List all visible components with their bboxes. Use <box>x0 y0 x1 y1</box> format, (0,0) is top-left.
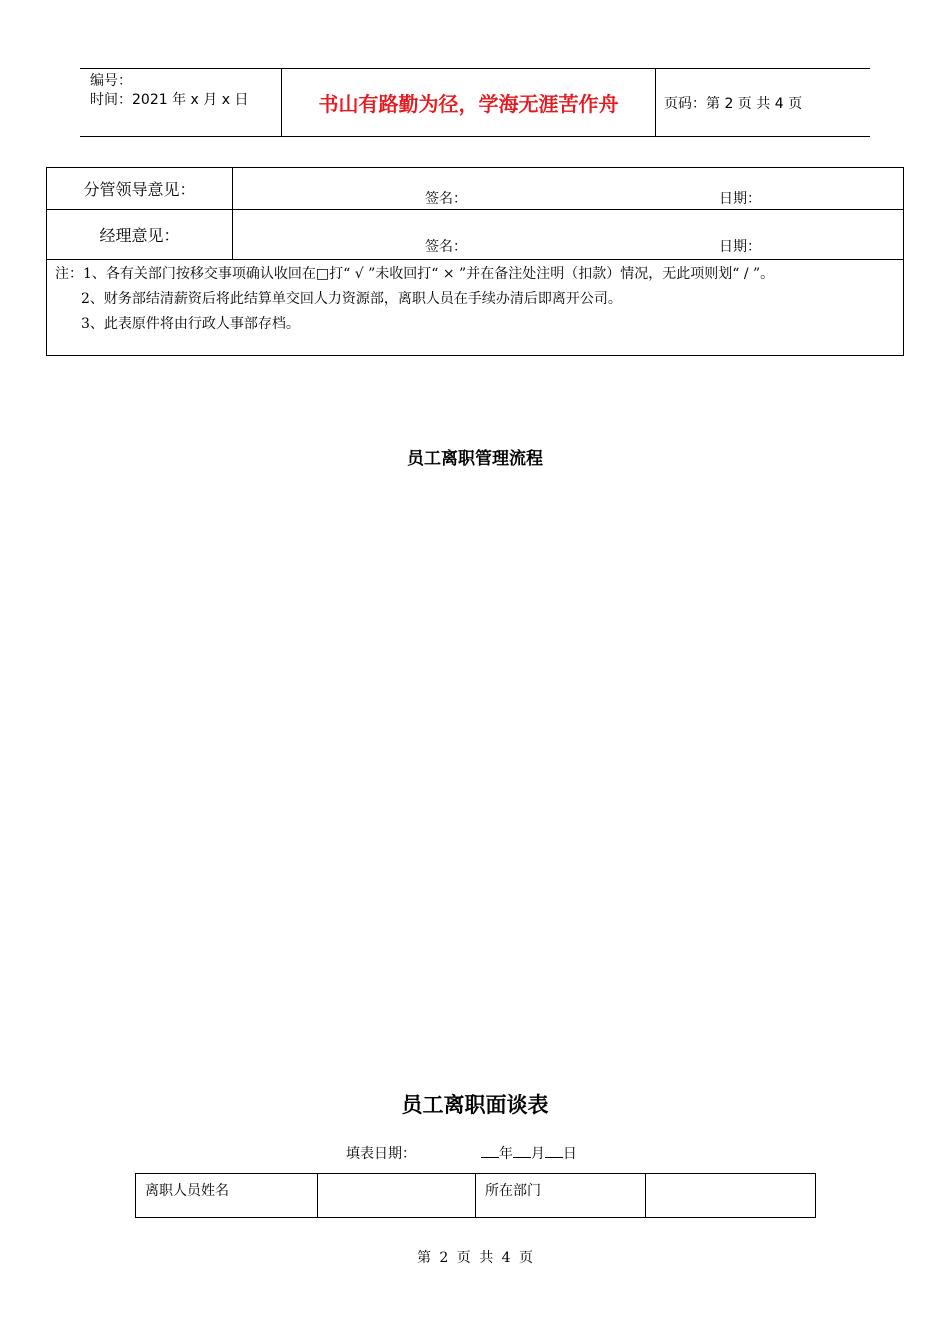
year-blank[interactable] <box>481 1145 499 1158</box>
day-blank[interactable] <box>545 1145 563 1158</box>
month-blank[interactable] <box>513 1145 531 1158</box>
approval-row-manager <box>47 210 903 260</box>
note-item: 3、此表原件将由行政人事部存档。 <box>81 316 300 332</box>
doc-number-label: 编号： <box>90 73 132 89</box>
header-bottom-rule <box>80 136 870 137</box>
approval-notes <box>55 262 893 337</box>
day-label: 日 <box>562 1146 577 1162</box>
fill-date-label: 填表日期： <box>346 1146 416 1162</box>
approval-row-label: 分管领导意见： <box>47 168 233 209</box>
approval-row-supervisor <box>47 168 903 210</box>
note-item: 注：1、各有关部门按移交事项确认收回在□打“ √ ”未收回打“ × ”并在备注处注明（扣款）情况，无此项则划“ / ”。 <box>55 266 775 282</box>
employee-name-label: 离职人员姓名 <box>145 1183 229 1199</box>
doc-time: 时间：2021 年 x 月 x 日 <box>90 92 249 108</box>
fill-date-line <box>346 1143 577 1163</box>
header-page-number: 页码：第 2 页 共 4 页 <box>664 96 803 112</box>
page-footer: 第 2 页 共 4 页 <box>416 1250 534 1266</box>
employee-name-label-cell <box>136 1174 317 1217</box>
process-title: 员工离职管理流程 <box>407 449 543 469</box>
department-label-cell <box>475 1174 645 1217</box>
department-label: 所在部门 <box>485 1183 541 1199</box>
employee-name-value-cell[interactable] <box>317 1174 475 1217</box>
header-divider <box>655 69 656 136</box>
signature-label: 签名： <box>425 239 467 255</box>
date-label: 日期： <box>719 239 761 255</box>
date-label: 日期： <box>719 191 761 207</box>
signature-label: 签名： <box>425 191 467 207</box>
month-label: 月 <box>530 1146 545 1162</box>
note-item: 2、财务部结清薪资后将此结算单交回人力资源部，离职人员在手续办清后即离开公司。 <box>81 291 622 307</box>
year-label: 年 <box>498 1146 513 1162</box>
interview-title: 员工离职面谈表 <box>401 1092 549 1117</box>
approval-row-label: 经理意见： <box>47 210 233 259</box>
header-motto: 书山有路勤为径，学海无涯苦作舟 <box>318 92 619 116</box>
department-value-cell[interactable] <box>645 1174 815 1217</box>
interview-table <box>135 1173 816 1218</box>
approval-table <box>46 167 904 356</box>
